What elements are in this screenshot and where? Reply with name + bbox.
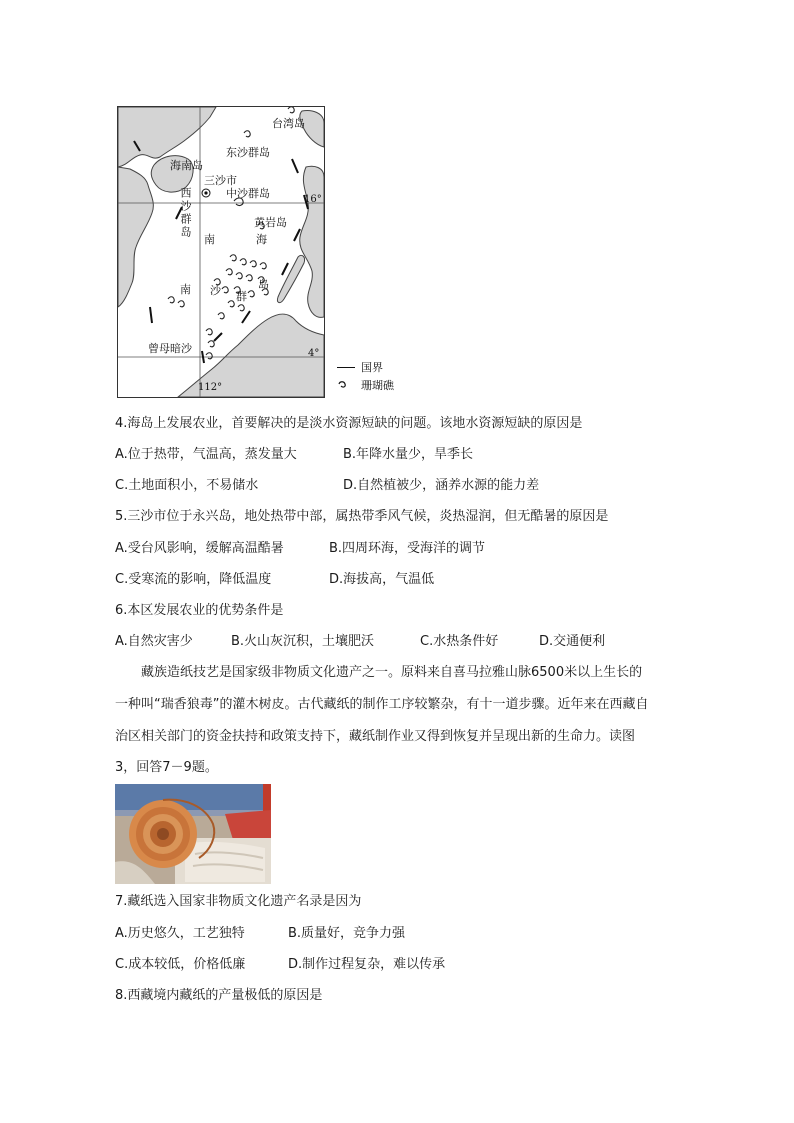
label-huangyan: 黄岩岛 xyxy=(254,216,287,229)
label-lat-16: 16° xyxy=(304,194,322,205)
legend-border-label: 国界 xyxy=(361,361,383,374)
q7-stem: 7.藏纸选入国家非物质文化遗产名录是因为 xyxy=(115,894,362,909)
q6-option-a: A.自然灾害少 xyxy=(115,634,193,649)
tibetan-paper-photo xyxy=(115,784,271,884)
label-dongsha: 东沙群岛 xyxy=(226,146,270,159)
border-line-icon xyxy=(337,367,355,368)
q4-stem: 4.海岛上发展农业，首要解决的是淡水资源短缺的问题。该地水资源短缺的原因是 xyxy=(115,416,583,431)
philippines-land xyxy=(300,166,324,317)
label-zhongsha: 中沙群岛 xyxy=(226,187,270,200)
tibetan-paper-illustration xyxy=(115,784,271,884)
label-zengmu: 曾母暗沙 xyxy=(148,342,192,355)
label-xisha: 西沙群岛 xyxy=(179,187,192,239)
q5-option-c: C.受寒流的影响，降低温度 xyxy=(115,572,272,587)
palawan-island xyxy=(277,255,304,302)
q4-option-d: D.自然植被少，涵养水源的能力差 xyxy=(343,478,540,493)
label-hai: 海 xyxy=(256,233,267,246)
passage-line-4: 3，回答7－9题。 xyxy=(115,760,218,775)
legend-reef-label: 珊瑚礁 xyxy=(361,379,394,392)
map-legend xyxy=(337,358,394,394)
indochina-land xyxy=(118,167,153,307)
label-hainan: 海南岛 xyxy=(170,159,203,172)
q5-option-d: D.海拔高，气温低 xyxy=(329,572,435,587)
label-nansha-1: 南 xyxy=(180,283,191,296)
q5-stem: 5.三沙市位于永兴岛，地处热带中部，属热带季风气候，炎热湿润，但无酷暑的原因是 xyxy=(115,509,609,524)
label-taiwan: 台湾岛 xyxy=(272,117,305,130)
label-lon-112: 112° xyxy=(198,382,223,393)
q6-option-c: C.水热条件好 xyxy=(420,634,499,649)
q6-stem: 6.本区发展农业的优势条件是 xyxy=(115,603,284,618)
q4-option-a: A.位于热带，气温高，蒸发量大 xyxy=(115,447,297,462)
q5-option-a: A.受台风影响，缓解高温酷暑 xyxy=(115,541,284,556)
q8-stem: 8.西藏境内藏纸的产量极低的原因是 xyxy=(115,988,323,1003)
q4-option-b: B.年降水量少，旱季长 xyxy=(343,447,474,462)
south-china-sea-map xyxy=(117,106,325,398)
legend-reef-row xyxy=(337,376,394,394)
q7-option-b: B.质量好，竞争力强 xyxy=(288,926,406,941)
q7-option-a: A.历史悠久，工艺独特 xyxy=(115,926,245,941)
passage-line-2: 一种叫“瑞香狼毒”的灌木树皮。古代藏纸的制作工序较繁杂，有十一道步骤。近年来在西藏自 xyxy=(115,697,649,712)
q6-option-d: D.交通便利 xyxy=(539,634,606,649)
label-nansha-3: 群 xyxy=(236,290,247,303)
q5-option-b: B.四周环海，受海洋的调节 xyxy=(329,541,486,556)
passage-line-3: 治区相关部门的资金扶持和政策支持下，藏纸制作业又得到恢复并呈现出新的生命力。读图 xyxy=(115,729,636,744)
label-sansha: 三沙市 xyxy=(204,174,237,187)
q4-option-c: C.土地面积小，不易储水 xyxy=(115,478,259,493)
legend-border-row xyxy=(337,358,394,376)
sansha-city-dot xyxy=(204,191,207,194)
passage-line-1: 藏族造纸技艺是国家级非物质文化遗产之一。原料来自喜马拉雅山脉6500米以上生长的 xyxy=(141,665,643,680)
label-nansha-2: 沙 xyxy=(210,284,221,297)
q6-option-b: B.火山灰沉积，土壤肥沃 xyxy=(231,634,375,649)
q7-option-d: D.制作过程复杂，难以传承 xyxy=(288,957,446,972)
label-lat-4: 4° xyxy=(308,348,320,359)
q7-option-c: C.成本较低，价格低廉 xyxy=(115,957,246,972)
coral-reef-icon xyxy=(337,379,355,392)
label-nansha-4: 岛 xyxy=(258,278,269,291)
label-nan: 南 xyxy=(204,233,215,246)
